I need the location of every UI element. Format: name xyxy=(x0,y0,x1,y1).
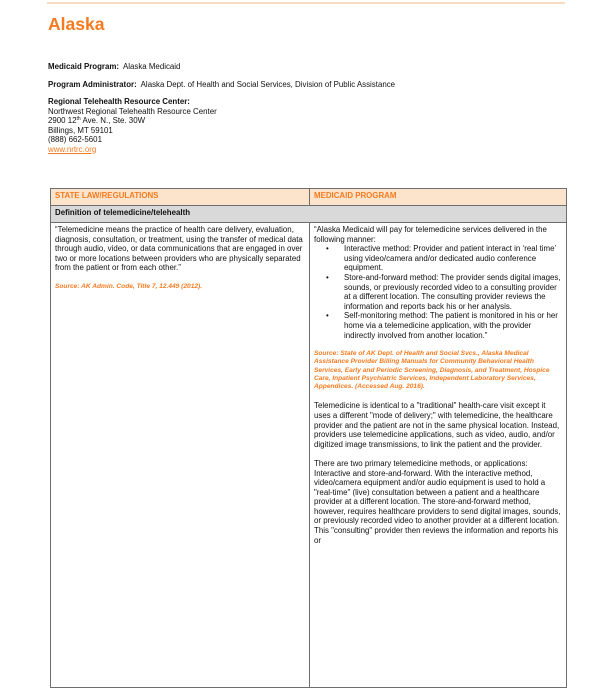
header-state-law: STATE LAW/REGULATIONS xyxy=(51,189,310,206)
medicaid-paragraph-2: There are two primary telemedicine methods, or applications: Interactive and store-and-forward. With the interactive method, video/camera equipment and/or audio equipment is used to hold a "real-time" (live) consultation between a patient and a healthcare provider at a different location. The store-and-forward method, however, requires healthcare providers to send digital images, sounds, or previously recorded video to another provider at a different location. This "consulting" provider then reviews the information and reports his or xyxy=(314,458,561,545)
rtrc-address-sup: th xyxy=(76,116,81,122)
medicaid-intro: “Alaska Medicaid will pay for telemedicine services delivered in the following manner: xyxy=(314,225,547,244)
medicaid-program-line xyxy=(48,62,180,72)
law-table xyxy=(50,188,567,688)
method-text: Self-monitoring method: The patient is monitored in his or her home via a telemedicine application, with the provider indirectly involved from another location.” xyxy=(344,311,558,340)
top-rule xyxy=(47,2,565,4)
medicaid-cell xyxy=(310,223,567,688)
state-law-source: Source: AK Admin. Code, Title 7, 12.449 (2012). xyxy=(55,282,203,290)
table-row xyxy=(51,223,567,688)
rtrc-address-number: 2900 12 xyxy=(48,116,77,125)
rtrc-phone: (888) 662-5601 xyxy=(48,135,102,144)
method-text: Store-and-forward method: The provider sends digital images, sounds, or previously recorded video to a consulting provider at a different location. The consulting provider reviews the information and reports back his or her analysis. xyxy=(344,272,561,311)
bullet-icon: • xyxy=(326,311,329,321)
bullet-icon: • xyxy=(326,244,329,254)
program-administrator-value: Alaska Dept. of Health and Social Services, Division of Public Assistance xyxy=(140,80,396,89)
program-administrator-line xyxy=(48,80,395,90)
section-title: Definition of telemedicine/telehealth xyxy=(51,206,567,223)
medicaid-program-label: Medicaid Program: xyxy=(48,62,120,71)
program-administrator-label: Program Administrator: xyxy=(48,80,137,89)
rtrc-address-street: Ave. N., Ste. 30W xyxy=(80,116,146,125)
rtrc-address-line1 xyxy=(48,116,217,126)
medicaid-source: Source: State of AK Dept. of Health and Social Svcs., Alaska Medical Assistance Provider Billing Manuals for Community Behavioral Health Services, Early and Periodic Screening, Diagnosis, and Treatment, Hospice Care, Inpatient Psychiatric Services, Independent Laboratory Services, Appendices. (Accessed Aug. 2016). xyxy=(314,349,550,391)
rtrc-name: Northwest Regional Telehealth Resource Center xyxy=(48,106,217,116)
medicaid-paragraph-1: Telemedicine is identical to a "traditional" health-care visit except it uses a different "mode of delivery;" with telemedicine, the healthcare provider and the patient are not in the same physical location. Instead, providers use telemedicine applications, such as video, audio, and/or digitized image transmissions, to link the patient and the provider. xyxy=(314,401,560,449)
list-item xyxy=(326,311,562,340)
state-law-quote: “Telemedicine means the practice of health care delivery, evaluation, diagnosis, consultation, or treatment, using the transfer of medical data through audio, video, or data communications that are engaged in over two or more locations between providers who are physically separated from the patient or from each other.” xyxy=(55,225,303,273)
page-title: Alaska xyxy=(48,14,105,34)
table-header-row xyxy=(51,189,567,206)
rtrc-address-line2: Billings, MT 59101 xyxy=(48,125,113,135)
list-item xyxy=(326,244,562,273)
list-item xyxy=(326,272,562,311)
rtrc-block xyxy=(48,97,217,154)
bullet-icon: • xyxy=(326,272,329,282)
rtrc-website-link[interactable]: www.nrtrc.org xyxy=(48,144,97,154)
medicaid-program-value: Alaska Medicaid xyxy=(122,62,181,71)
rtrc-label: Regional Telehealth Resource Center: xyxy=(48,97,190,106)
method-text: Interactive method: Provider and patient interact in ‘real time’ using video/camera and/or dedicated audio conference equipment. xyxy=(344,244,556,273)
header-medicaid-program: MEDICAID PROGRAM xyxy=(310,189,567,206)
state-law-cell xyxy=(51,223,310,688)
methods-list xyxy=(314,244,562,340)
section-row xyxy=(51,206,567,223)
